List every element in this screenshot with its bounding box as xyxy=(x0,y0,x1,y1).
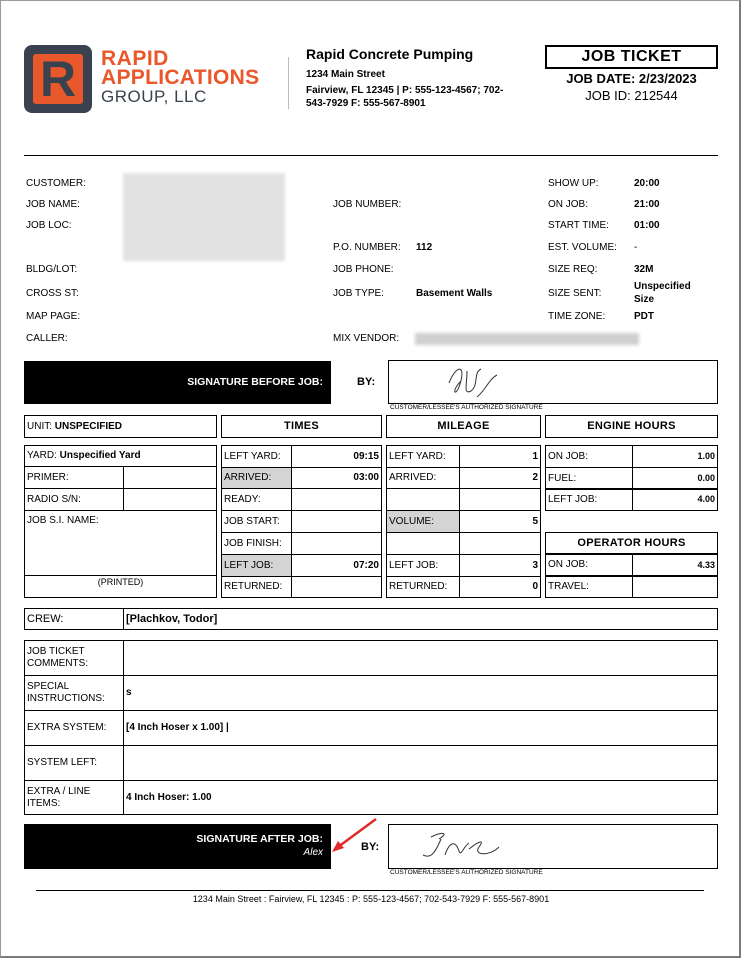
caller-label: CALLER: xyxy=(26,333,68,344)
mileage-label-0: LEFT YARD: xyxy=(386,445,460,468)
times-value-1: 03:00 xyxy=(291,467,382,489)
size-req-value: 32M xyxy=(634,264,654,275)
unit-label: UNIT: xyxy=(27,421,52,432)
times-value-6 xyxy=(291,576,382,598)
mileage-label-3: VOLUME: xyxy=(386,510,460,533)
job-type-value: Basement Walls xyxy=(416,288,493,299)
operator-label-1: TRAVEL: xyxy=(545,576,633,598)
times-value-2 xyxy=(291,488,382,511)
mileage-label-2 xyxy=(386,488,460,511)
signature-after-scribble xyxy=(409,825,519,867)
footer-text: 1234 Main Street : Fairview, FL 12345 : P: 555-123-4567; 702-543-7929 F: 555-567-8901 xyxy=(192,894,550,904)
yard-cell xyxy=(24,445,217,467)
notes-row-value-0 xyxy=(123,640,718,676)
notes-row-label-1 xyxy=(24,675,124,711)
signature-before-label: SIGNATURE BEFORE JOB: xyxy=(187,376,323,388)
size-sent-value: Unspecified xyxy=(634,281,691,292)
engine-value-1: 0.00 xyxy=(632,467,718,490)
company-phone-fax: 543-7929 F: 555-567-8901 xyxy=(306,98,426,109)
times-label-0: LEFT YARD: xyxy=(221,445,292,468)
show-up-value: 20:00 xyxy=(634,178,660,189)
job-name-label: JOB NAME: xyxy=(26,199,80,210)
po-number-value: 112 xyxy=(416,242,433,253)
logo-divider xyxy=(288,57,289,109)
engine-label-0: ON JOB: xyxy=(545,445,633,468)
size-sent-label: SIZE SENT: xyxy=(548,288,602,299)
times-label-5: LEFT JOB: xyxy=(221,554,292,577)
times-label-1: ARRIVED: xyxy=(221,467,292,489)
notes-row-label-text-3: SYSTEM LEFT: xyxy=(27,757,98,768)
size-sent-value-line2: Size xyxy=(634,294,655,305)
company-logo xyxy=(24,45,286,113)
logo-mark xyxy=(24,45,92,113)
signature-after-label: SIGNATURE AFTER JOB: xyxy=(196,833,323,845)
radio-value-cell xyxy=(123,488,217,511)
mileage-value-6: 0 xyxy=(459,576,541,598)
est-volume-value: - xyxy=(634,242,638,253)
engine-label-1: FUEL: xyxy=(545,467,633,490)
company-address: 1234 Main Street xyxy=(306,69,385,80)
notes-row-label-text-0: JOB TICKET COMMENTS: xyxy=(27,646,89,669)
redacted-customer-block xyxy=(123,173,285,261)
notes-row-label-2 xyxy=(24,710,124,746)
times-label-4: JOB FINISH: xyxy=(221,532,292,555)
logo-letter: R xyxy=(39,51,77,107)
logo-word-3: GROUP, LLC xyxy=(101,87,207,106)
mileage-value-2 xyxy=(459,488,541,511)
mileage-value-4 xyxy=(459,532,541,555)
job-date: JOB DATE: 2/23/2023 xyxy=(566,71,697,86)
po-number-label: P.O. NUMBER: xyxy=(333,242,401,253)
customer-label: CUSTOMER: xyxy=(26,178,86,189)
company-city-phone: Fairview, FL 12345 | P: 555-123-4567; 702- xyxy=(306,85,504,96)
time-zone-label: TIME ZONE: xyxy=(548,311,606,322)
size-req-label: SIZE REQ: xyxy=(548,264,598,275)
notes-row-label-text-4: EXTRA / LINE ITEMS: xyxy=(27,785,91,809)
job-number-label: JOB NUMBER: xyxy=(333,199,402,210)
bldg-lot-label: BLDG/LOT: xyxy=(26,264,78,275)
job-type-label: JOB TYPE: xyxy=(333,288,384,299)
signature-after-banner xyxy=(24,824,331,869)
header-rule xyxy=(24,155,718,156)
operator-label-0: ON JOB: xyxy=(545,554,633,576)
si-name-cell xyxy=(24,510,217,576)
notes-row-label-text-1: SPECIAL INSTRUCTIONS: xyxy=(27,681,105,704)
mileage-value-5: 3 xyxy=(459,554,541,577)
signature-after-signer: Alex xyxy=(303,847,323,858)
notes-row-label-3 xyxy=(24,745,124,781)
signature-before-banner xyxy=(24,361,331,404)
times-value-3 xyxy=(291,510,382,533)
notes-row-label-0 xyxy=(24,640,124,676)
engine-hours-header: ENGINE HOURS xyxy=(545,415,718,438)
unit-header xyxy=(24,415,217,438)
map-page-label: MAP PAGE: xyxy=(26,311,81,322)
si-name-label: JOB S.I. NAME: xyxy=(27,515,99,526)
operator-value-1 xyxy=(632,576,718,598)
printed-cell xyxy=(24,575,217,598)
mileage-label-5: LEFT JOB: xyxy=(386,554,460,577)
notes-row-value-1: s xyxy=(123,675,718,711)
mileage-value-1: 2 xyxy=(459,467,541,489)
engine-value-0: 1.00 xyxy=(632,445,718,468)
notes-row-value-2: [4 Inch Hoser x 1.00] | xyxy=(123,710,718,746)
start-time-value: 01:00 xyxy=(634,220,660,231)
times-header: TIMES xyxy=(221,415,382,438)
footer-rule xyxy=(36,890,704,891)
mileage-header: MILEAGE xyxy=(386,415,541,438)
on-job-label: ON JOB: xyxy=(548,199,589,210)
crew-value-cell: [Plachkov, Todor] xyxy=(123,608,718,630)
on-job-value: 21:00 xyxy=(634,199,660,210)
primer-value-cell xyxy=(123,466,217,489)
radio-label-cell: RADIO S/N: xyxy=(24,488,124,511)
notes-row-value-4: 4 Inch Hoser: 1.00 xyxy=(123,780,718,815)
redacted-mix-vendor xyxy=(415,333,639,345)
est-volume-label: EST. VOLUME: xyxy=(548,242,617,253)
mileage-label-1: ARRIVED: xyxy=(386,467,460,489)
start-time-label: START TIME: xyxy=(548,220,609,231)
logo-word-1: RAPID xyxy=(101,47,169,70)
logo-word-2: APPLICATIONS xyxy=(101,66,260,89)
signature-before-scribble xyxy=(437,361,517,403)
job-ticket-title-box xyxy=(545,45,718,69)
signature-after-box xyxy=(388,824,718,869)
time-zone-value: PDT xyxy=(634,311,654,322)
primer-label-cell: PRIMER: xyxy=(24,466,124,489)
times-label-3: JOB START: xyxy=(221,510,292,533)
engine-label-2: LEFT JOB: xyxy=(545,488,633,511)
times-label-6: RETURNED: xyxy=(221,576,292,598)
signature-before-caption: CUSTOMER/LESSEE'S AUTHORIZED SIGNATURE xyxy=(390,404,543,411)
job-loc-label: JOB LOC: xyxy=(26,220,72,231)
mileage-label-4 xyxy=(386,532,460,555)
mileage-value-3: 5 xyxy=(459,510,541,533)
times-value-4 xyxy=(291,532,382,555)
notes-row-label-4 xyxy=(24,780,124,815)
show-up-label: SHOW UP: xyxy=(548,178,599,189)
printed-caption: (PRINTED) xyxy=(97,577,144,587)
job-ticket-title: JOB TICKET xyxy=(581,48,682,65)
mileage-label-6: RETURNED: xyxy=(386,576,460,598)
yard-label: YARD: xyxy=(27,450,57,461)
signature-after-by: BY: xyxy=(361,841,380,853)
operator-value-0: 4.33 xyxy=(632,554,718,576)
yard-value: Unspecified Yard xyxy=(59,450,141,461)
unit-value: UNSPECIFIED xyxy=(54,421,123,432)
job-id: JOB ID: 212544 xyxy=(585,88,678,103)
engine-value-2: 4.00 xyxy=(632,488,718,511)
signature-after-caption: CUSTOMER/LESSEE'S AUTHORIZED SIGNATURE xyxy=(390,869,543,876)
job-phone-label: JOB PHONE: xyxy=(333,264,394,275)
mileage-value-0: 1 xyxy=(459,445,541,468)
crew-label-cell: CREW: xyxy=(24,608,124,630)
times-value-0: 09:15 xyxy=(291,445,382,468)
times-value-5: 07:20 xyxy=(291,554,382,577)
cross-street-label: CROSS ST: xyxy=(26,288,79,299)
mix-vendor-label: MIX VENDOR: xyxy=(333,333,400,344)
company-name: Rapid Concrete Pumping xyxy=(306,46,474,62)
times-label-2: READY: xyxy=(221,488,292,511)
signature-before-by: BY: xyxy=(357,376,376,388)
signature-before-box xyxy=(388,360,718,404)
operator-hours-header: OPERATOR HOURS xyxy=(545,532,718,554)
notes-row-label-text-2: EXTRA SYSTEM: xyxy=(27,722,107,733)
notes-row-value-3 xyxy=(123,745,718,781)
